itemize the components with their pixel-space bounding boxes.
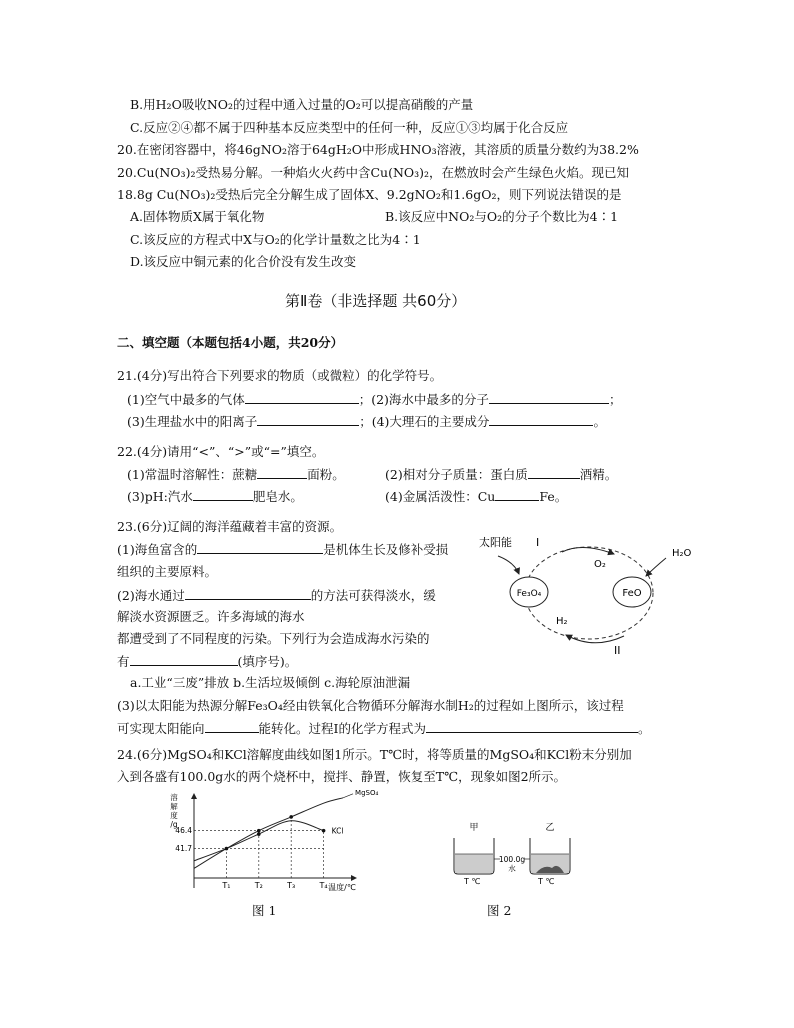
- part2-title: 第Ⅱ卷（非选择题 共60分）: [285, 292, 467, 310]
- q20-stem-line-2: 18.8g Cu(NO₃)₂受热后完全分解生成了固体X、9.2gNO₂和1.6gO₂，则下列说法错误的是: [117, 187, 622, 202]
- q21-blank-2[interactable]: [489, 390, 609, 404]
- q22-item-1-label: (1)常温时溶解性：蔗糖: [127, 467, 258, 482]
- q23-p1-tail: 是机体生长及修补受损: [323, 542, 449, 557]
- q22-item-3-tail: 肥皂水。: [252, 489, 303, 504]
- o2-label: O₂: [594, 559, 606, 570]
- q22-item-4-label: (4)金属活泼性：Cu: [385, 489, 496, 504]
- beakers-figure: [440, 818, 580, 888]
- data-point: [225, 847, 229, 851]
- q21-period: 。: [593, 414, 606, 429]
- q22-item-3-label: (3)pH:汽水: [127, 489, 193, 504]
- x-tick-label: T₁: [222, 881, 231, 890]
- q23-stem: 23.(6分)辽阔的海洋蕴藏着丰富的资源。: [117, 519, 343, 534]
- h2o-label: H₂O: [672, 548, 692, 559]
- q20-carry-line: 20.在密闭容器中，将46gNO₂溶于64gH₂O中形成HNO₃溶液，其溶质的质量分数约为38.2%: [117, 142, 639, 157]
- series-label-kcl: KCl: [331, 826, 344, 836]
- process-1-arrow: [562, 547, 614, 554]
- q24-stem-line-2: 入到各盛有100.0g水的两个烧杯中，搅拌、静置，恢复至T℃，现象如图2所示。: [117, 769, 567, 784]
- q23-part-2-line-2: 解淡水资源匮乏。许多海域的海水: [117, 609, 305, 624]
- q22-item-1: [127, 465, 345, 484]
- q21-stem: 21.(4分)写出符合下列要求的物质（或微粒）的化学符号。: [117, 368, 443, 383]
- q23-blank-4[interactable]: [205, 719, 259, 733]
- figure-2-caption: 图 2: [487, 903, 512, 918]
- legend-leader: [343, 794, 353, 798]
- fe3o4-label: Fe₃O₄: [516, 589, 542, 599]
- q22-blank-1[interactable]: [257, 465, 307, 479]
- x-tick-label: T₂: [254, 881, 263, 890]
- q23-blank-2[interactable]: [185, 586, 311, 600]
- q22-item-2-tail: 酒精。: [579, 467, 618, 482]
- q22-item-2: [385, 465, 617, 484]
- y-axis-label-char: 解: [170, 802, 178, 811]
- q23-part-2-line-4: [117, 652, 297, 671]
- beaker-yi-temp: T ℃: [538, 877, 555, 886]
- q23-p3-period: 。: [637, 721, 651, 736]
- q22-item-4-tail: Fe。: [539, 489, 568, 504]
- q21-part-2: ；(2)海水中最多的分子: [358, 392, 489, 407]
- sun-label: 太阳能: [479, 536, 512, 549]
- x-tick-label: T₃: [287, 881, 296, 890]
- data-point: [289, 815, 293, 819]
- q22-item-3: [127, 487, 303, 506]
- process-1-label: I: [536, 536, 540, 549]
- q23-p2-you: 有: [117, 654, 130, 669]
- q24-stem-line-1: 24.(6分)MgSO₄和KCl溶解度曲线如图1所示。T℃时，将等质量的MgSO₄和KCl粉末分别加: [117, 747, 632, 762]
- q22-stem: 22.(4分)请用“<”、“>”或“=”填空。: [117, 444, 325, 459]
- q23-p2-label: (2)海水通过: [117, 588, 185, 603]
- x-axis-label: 温度/℃: [328, 883, 356, 892]
- q23-part-3-line-2: [117, 719, 650, 738]
- q22-blank-3[interactable]: [193, 487, 253, 501]
- q23-p2-fill-hint: (填序号)。: [237, 654, 298, 669]
- q21-blank-1[interactable]: [245, 390, 359, 404]
- q21-blank-4[interactable]: [489, 412, 593, 426]
- y-axis-label-char: 溶: [170, 793, 178, 802]
- water-arrow: [646, 558, 666, 576]
- q20-option-d: D.该反应中铜元素的化合价没有发生改变: [130, 254, 357, 269]
- q23-p3-label: 可实现太阳能向: [117, 721, 205, 736]
- q23-options: a.工业“三废”排放 b.生活垃圾倾倒 c.海轮原油泄漏: [130, 675, 411, 690]
- iron-oxide-cycle-diagram: [474, 532, 714, 662]
- q23-blank-1[interactable]: [197, 540, 323, 554]
- q22-item-4: [385, 487, 567, 506]
- q23-part-2-line-1: [117, 586, 436, 605]
- y-axis-label-char: /g: [170, 820, 178, 829]
- h2-label: H₂: [556, 616, 568, 627]
- q23-blank-3[interactable]: [130, 652, 238, 666]
- q23-p1-label: (1)海鱼富含的: [117, 542, 198, 557]
- data-point: [322, 829, 326, 833]
- feo-label: FeO: [622, 588, 642, 599]
- series-label-mgso4: MgSO₄: [355, 790, 379, 797]
- data-point: [257, 829, 261, 833]
- q21-semicolon: ；: [608, 392, 622, 407]
- q21-part-3: (3)生理盐水中的阳离子: [127, 414, 258, 429]
- q21-row-1: [127, 390, 621, 409]
- y-tick-label: 41.7: [175, 844, 192, 854]
- y-axis-label-char: 度: [170, 811, 178, 820]
- q19-option-c: C.反应②④都不属于四种基本反应类型中的任何一种，反应①③均属于化合反应: [130, 120, 569, 135]
- y-tick-label: 46.4: [175, 826, 192, 836]
- q20-stem-line-1: 20.Cu(NO₃)₂受热易分解。一种焰火火药中含Cu(NO₃)₂，在燃放时会产生绿色火焰。现已知: [117, 165, 630, 180]
- q21-row-2: [127, 412, 606, 431]
- q22-item-1-tail: 面粉。: [307, 467, 345, 482]
- q20-option-a: A.固体物质X属于氧化物: [130, 209, 265, 224]
- water-label: 水: [508, 864, 516, 873]
- solubility-chart: [160, 790, 380, 895]
- beaker-yi-label: 乙: [545, 823, 555, 833]
- beaker-jia-temp: T ℃: [464, 877, 481, 886]
- beaker-jia-solution: [455, 854, 493, 873]
- q23-part-2-line-3: 都遭受到了不同程度的污染。下列行为会造成海水污染的: [117, 631, 430, 646]
- water-mass-label: 100.0g: [498, 855, 526, 864]
- section-heading: 二、填空题（本题包括4小题，共20分）: [117, 335, 344, 350]
- q23-part-3-line-1: (3)以太阳能为热源分解Fe₃O₄经由铁氧化合物循环分解海水制H₂的过程如上图所示，该过程: [117, 698, 624, 713]
- beaker-jia-label: 甲: [469, 823, 479, 833]
- beaker-yi: [530, 838, 570, 874]
- q21-blank-3[interactable]: [257, 412, 359, 426]
- q23-part-1-line-1: [117, 540, 448, 559]
- y-axis-label: [170, 792, 178, 829]
- beaker-jia: [454, 838, 494, 874]
- process-2-label: II: [614, 644, 621, 657]
- q23-p2-tail: 的方法可获得淡水，缓: [310, 588, 436, 603]
- q22-blank-4[interactable]: [495, 487, 539, 501]
- series-line-mgso4: [194, 798, 343, 869]
- q20-option-b: B.该反应中NO₂与O₂的分子个数比为4∶1: [385, 209, 619, 224]
- q23-p3-middle: 能转化。过程Ⅰ的化学方程式为: [258, 721, 426, 736]
- q20-option-c: C.该反应的方程式中X与O₂的化学计量数之比为4∶1: [130, 232, 421, 247]
- q23-part-1-line-2: 组织的主要原料。: [117, 564, 218, 579]
- x-tick-label: T₄: [319, 881, 328, 890]
- q19-option-b: B.用H₂O吸收NO₂的过程中通入过量的O₂可以提高硝酸的产量: [130, 97, 474, 112]
- sun-arrow: [498, 556, 519, 574]
- q23-blank-5[interactable]: [426, 719, 638, 733]
- figure-1-caption: 图 1: [252, 903, 277, 918]
- q22-item-2-label: (2)相对分子质量：蛋白质: [385, 467, 528, 482]
- q21-part-4: ；(4)大理石的主要成分: [359, 414, 490, 429]
- q21-part-1: (1)空气中最多的气体: [127, 392, 245, 407]
- data-point: [257, 832, 261, 836]
- q22-blank-2[interactable]: [528, 465, 580, 479]
